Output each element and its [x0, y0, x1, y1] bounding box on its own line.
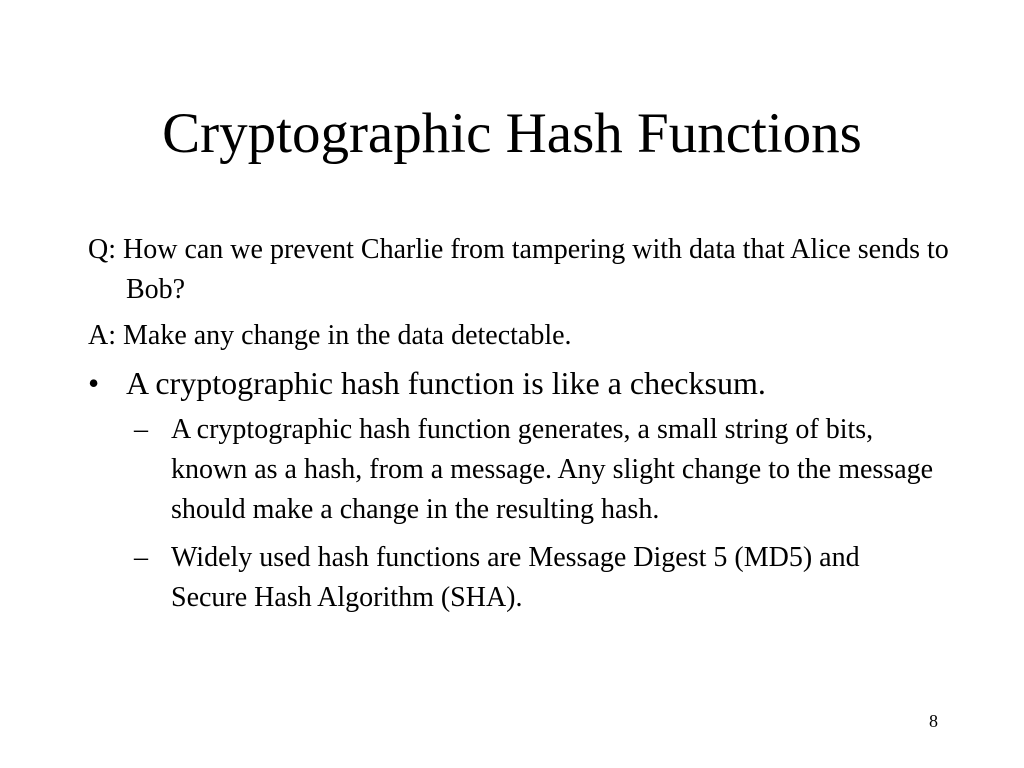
bullet-text: A cryptographic hash function is like a checksum. [126, 365, 766, 401]
slide-body [88, 230, 958, 626]
sub-bullet-marker: – [134, 414, 148, 445]
sub-bullet-item [134, 410, 941, 530]
slide-title: Cryptographic Hash Functions [162, 102, 862, 165]
sub-bullet-item [134, 538, 941, 618]
bullet-marker: • [88, 365, 100, 401]
sub-bullet-text: Widely used hash functions are Message Digest 5 (MD5) and Secure Hash Algorithm (SHA). [171, 542, 860, 613]
answer-text: A: Make any change in the data detectable. [88, 320, 572, 351]
page-number: 8 [929, 711, 938, 731]
question-text: Q: How can we prevent Charlie from tampering with data that Alice sends to Bob? [88, 234, 949, 305]
sub-bullet-marker: – [134, 542, 148, 573]
bullet-item [88, 362, 958, 404]
sub-bullet-text: A cryptographic hash function generates, a small string of bits, known as a hash, from a message. Any slight change to the message should make a change in the resulting hash. [171, 414, 934, 525]
